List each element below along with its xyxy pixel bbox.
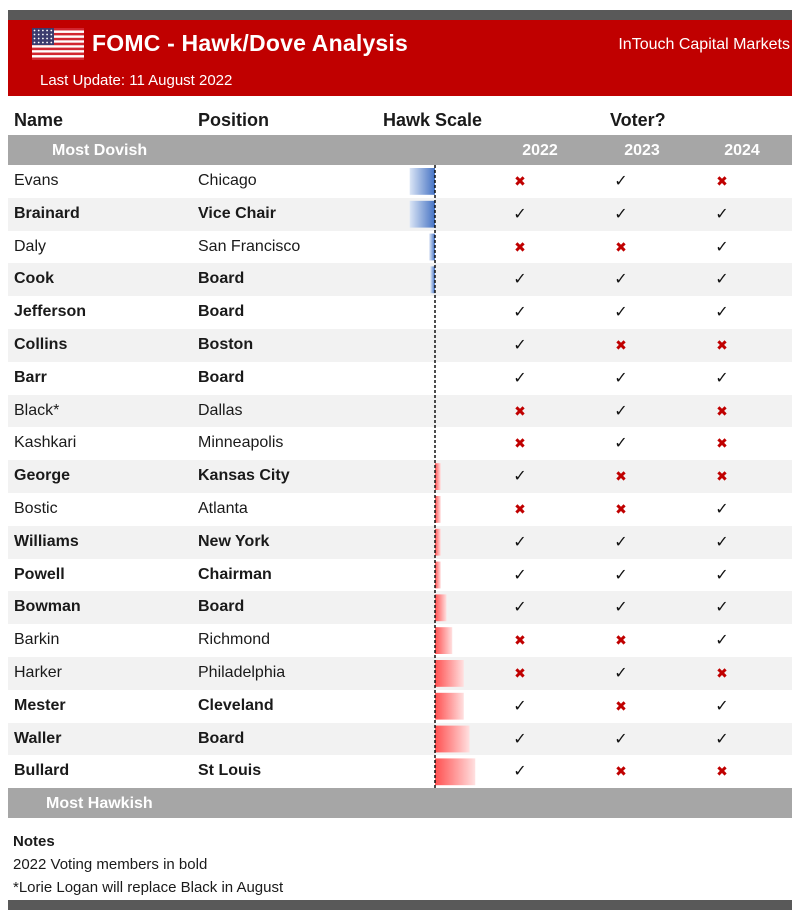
member-name: Bowman	[14, 598, 81, 616]
year-2022-header: 2022	[522, 142, 558, 159]
note-line: *Lorie Logan will replace Black in August	[13, 879, 284, 896]
voter-no-icon: ✖	[716, 336, 728, 353]
member-name: Powell	[14, 565, 65, 583]
voter-no-icon: ✖	[615, 632, 627, 649]
voter-yes-icon: ✓	[715, 533, 729, 551]
member-position: Cleveland	[198, 696, 274, 714]
voter-yes-icon: ✓	[513, 599, 527, 617]
voter-no-icon: ✖	[716, 402, 728, 419]
top-bar	[8, 10, 792, 20]
member-position: Philadelphia	[198, 663, 286, 681]
hawk-scale-chart	[8, 165, 792, 788]
voter-yes-icon: ✓	[513, 205, 527, 223]
voter-yes-icon: ✓	[715, 304, 729, 322]
member-position: Minneapolis	[198, 434, 284, 452]
voter-yes-icon: ✓	[715, 238, 729, 256]
voter-yes-icon: ✓	[614, 566, 628, 584]
member-position: Vice Chair	[198, 204, 276, 222]
column-header-hawk-scale: Hawk Scale	[383, 110, 483, 130]
voter-yes-icon: ✓	[614, 205, 628, 223]
member-name: Bullard	[14, 762, 70, 780]
member-name: Williams	[14, 532, 79, 550]
dove-bar	[410, 168, 435, 195]
member-position: San Francisco	[198, 237, 301, 255]
member-name: Barkin	[14, 631, 60, 649]
most-hawkish-label: Most Hawkish	[46, 795, 153, 812]
member-name: Barr	[14, 368, 47, 386]
voter-yes-icon: ✓	[715, 500, 729, 518]
most-hawkish-band	[8, 788, 792, 818]
voter-no-icon: ✖	[615, 500, 627, 517]
voter-no-icon: ✖	[615, 468, 627, 485]
member-name: Collins	[14, 335, 68, 353]
voter-no-icon: ✖	[615, 336, 627, 353]
member-name: Black*	[14, 401, 60, 419]
dove-bar	[429, 234, 435, 261]
hawk-bar	[435, 758, 475, 785]
voter-no-icon: ✖	[615, 763, 627, 780]
voter-yes-icon: ✓	[715, 632, 729, 650]
year-2024-header: 2024	[724, 142, 760, 159]
hawk-bar	[435, 529, 441, 556]
voter-no-icon: ✖	[514, 632, 526, 649]
voter-no-icon: ✖	[716, 664, 728, 681]
hawk-bar	[435, 726, 470, 753]
voter-yes-icon: ✓	[513, 369, 527, 387]
member-name: Cook	[14, 270, 54, 288]
voter-yes-icon: ✓	[513, 304, 527, 322]
voter-no-icon: ✖	[514, 500, 526, 517]
voter-yes-icon: ✓	[513, 271, 527, 289]
column-header-position: Position	[198, 110, 269, 130]
member-name: Bostic	[14, 499, 58, 517]
voter-yes-icon: ✓	[614, 402, 628, 420]
member-name: Brainard	[14, 204, 80, 222]
voter-yes-icon: ✓	[614, 730, 628, 748]
page-title: FOMC - Hawk/Dove Analysis	[92, 30, 409, 56]
voter-no-icon: ✖	[615, 697, 627, 714]
voter-yes-icon: ✓	[614, 599, 628, 617]
member-name: Daly	[14, 237, 47, 255]
header-banner	[8, 20, 792, 96]
member-position: Board	[198, 598, 245, 616]
voter-no-icon: ✖	[716, 173, 728, 189]
member-position: Board	[198, 729, 245, 747]
member-name: Mester	[14, 696, 66, 714]
voter-yes-icon: ✓	[715, 730, 729, 748]
member-position: Chairman	[198, 565, 272, 583]
voter-yes-icon: ✓	[513, 336, 527, 354]
voter-no-icon: ✖	[716, 763, 728, 780]
hawk-bar	[435, 463, 441, 490]
voter-yes-icon: ✓	[513, 763, 527, 781]
voter-yes-icon: ✓	[513, 697, 527, 715]
member-position: Board	[198, 270, 245, 288]
column-header-voter: Voter?	[610, 110, 666, 130]
voter-yes-icon: ✓	[715, 566, 729, 584]
voter-yes-icon: ✓	[614, 369, 628, 387]
hawk-bar	[435, 660, 464, 687]
member-name: Kashkari	[14, 434, 77, 452]
member-name: Evans	[14, 172, 59, 189]
bottom-bar	[8, 900, 792, 910]
voter-yes-icon: ✓	[614, 533, 628, 551]
most-dovish-band	[8, 135, 792, 165]
member-position: New York	[198, 532, 270, 550]
voter-yes-icon: ✓	[715, 369, 729, 387]
last-update: Last Update: 11 August 2022	[40, 72, 233, 89]
brand-name: InTouch Capital Markets	[618, 36, 790, 53]
voter-no-icon: ✖	[514, 435, 526, 452]
voter-yes-icon: ✓	[715, 599, 729, 617]
voter-yes-icon: ✓	[513, 468, 527, 486]
member-position: Kansas City	[198, 467, 290, 485]
voter-yes-icon: ✓	[513, 533, 527, 551]
voter-no-icon: ✖	[514, 664, 526, 681]
member-name: Harker	[14, 663, 63, 681]
member-position: Board	[198, 303, 245, 321]
member-position: Richmond	[198, 631, 271, 649]
voter-yes-icon: ✓	[614, 435, 628, 453]
dove-bar	[410, 201, 435, 228]
voter-yes-icon: ✓	[614, 304, 628, 322]
voter-no-icon: ✖	[514, 402, 526, 419]
note-line: 2022 Voting members in bold	[13, 856, 208, 873]
notes	[13, 830, 283, 899]
member-position: Boston	[198, 335, 254, 353]
hawk-bar	[435, 693, 464, 720]
notes-heading: Notes	[13, 833, 55, 850]
voter-no-icon: ✖	[716, 435, 728, 452]
member-position: Board	[198, 368, 245, 386]
voter-yes-icon: ✓	[513, 730, 527, 748]
member-name: Jefferson	[14, 303, 87, 321]
voter-yes-icon: ✓	[715, 697, 729, 715]
most-dovish-label: Most Dovish	[52, 142, 148, 159]
voter-no-icon: ✖	[514, 173, 526, 189]
hawk-bar	[435, 594, 447, 621]
hawk-bar	[435, 627, 452, 654]
member-position: Atlanta	[198, 499, 248, 517]
member-position: Chicago	[198, 172, 257, 189]
voter-yes-icon: ✓	[614, 664, 628, 682]
voter-yes-icon: ✓	[513, 566, 527, 584]
member-position: Dallas	[198, 401, 243, 419]
voter-yes-icon: ✓	[614, 271, 628, 289]
member-position: St Louis	[198, 762, 262, 780]
us-flag-icon	[32, 28, 84, 60]
voter-yes-icon: ✓	[715, 205, 729, 223]
hawk-bar	[435, 496, 441, 523]
member-table	[8, 165, 792, 788]
voter-no-icon: ✖	[716, 468, 728, 485]
year-2023-header: 2023	[624, 142, 660, 159]
member-name: Waller	[14, 729, 62, 747]
voter-no-icon: ✖	[615, 238, 627, 255]
voter-yes-icon: ✓	[614, 173, 628, 190]
column-header-name: Name	[14, 110, 64, 130]
member-name: George	[14, 467, 71, 485]
voter-yes-icon: ✓	[715, 271, 729, 289]
voter-no-icon: ✖	[514, 238, 526, 255]
hawk-bar	[435, 562, 441, 589]
